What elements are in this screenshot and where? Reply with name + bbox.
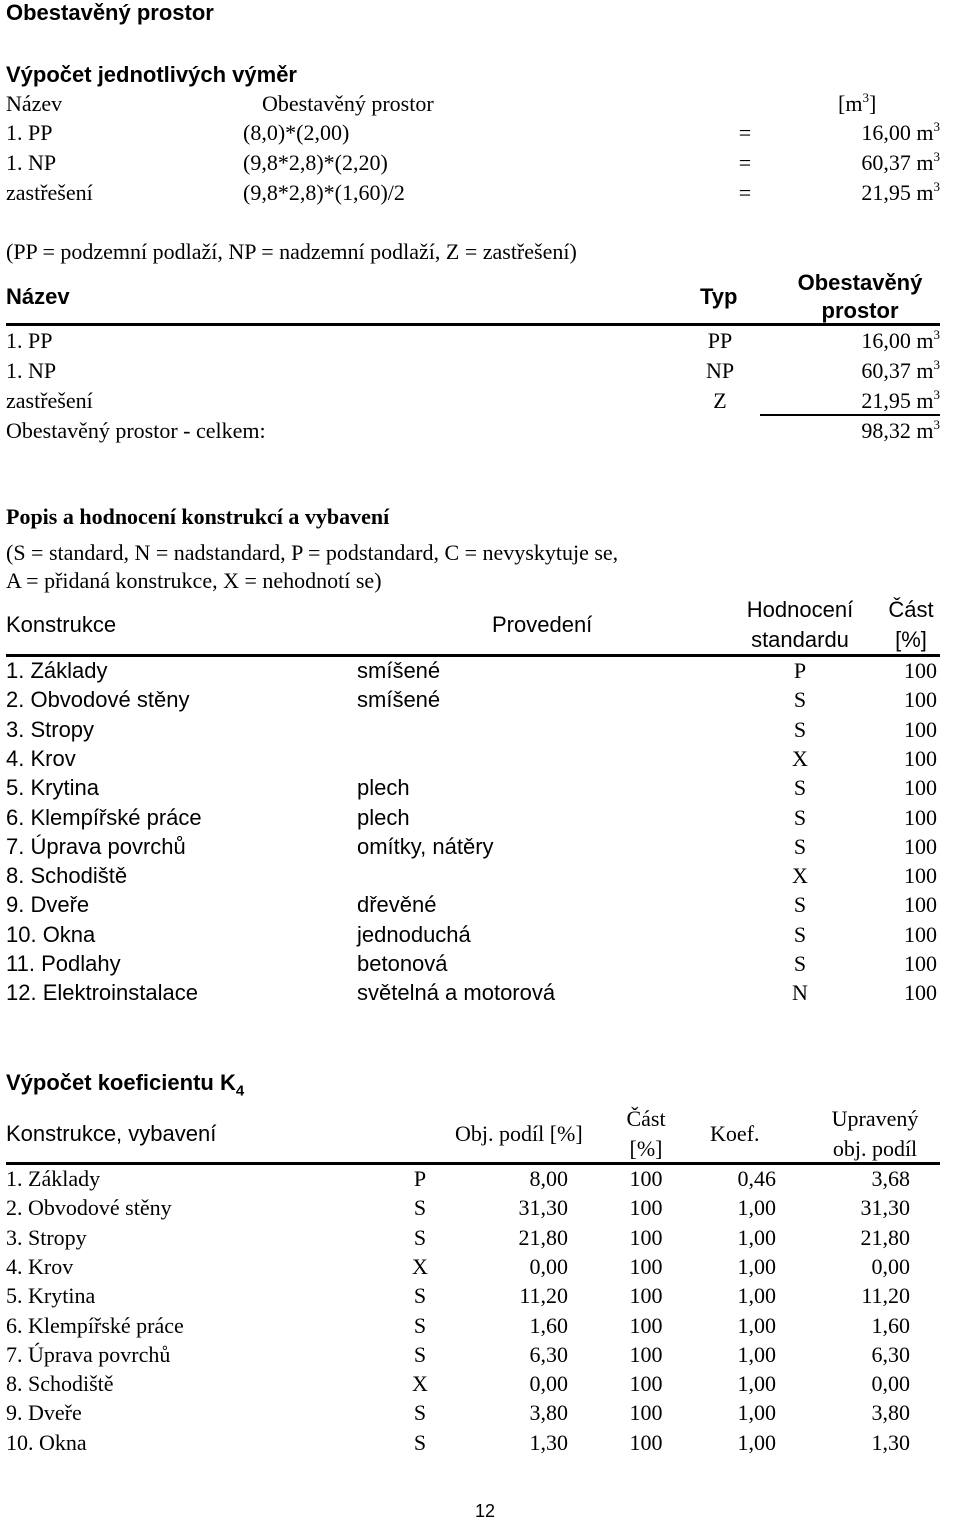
coef-row-koef: 1,00 [737, 1253, 776, 1279]
construction-row-share: 100 [904, 980, 937, 1006]
constructions-header-rating-1: Hodnocení [746, 597, 854, 622]
coef-row-koef: 1,00 [737, 1429, 776, 1455]
coef-row-part: 100 [629, 1429, 663, 1455]
coef-header-koef: Koef. [710, 1121, 760, 1146]
coef-row-part: 100 [629, 1371, 663, 1397]
coef-row-rating: X [412, 1371, 428, 1397]
construction-row-execution: smíšené [357, 687, 441, 713]
coef-row-koef: 1,00 [737, 1283, 776, 1309]
coef-row-name: 6. Klempířské práce [6, 1312, 184, 1338]
coef-row-share: 11,20 [519, 1283, 568, 1309]
coef-row-adjusted: 6,30 [871, 1341, 910, 1367]
legend-floors: (PP = podzemní podlaží, NP = nadzemní podlaží, Z = zastřešení) [6, 239, 577, 264]
coef-row-part: 100 [629, 1195, 663, 1221]
construction-row-rating: N [792, 980, 808, 1006]
coef-row-part: 100 [629, 1312, 663, 1338]
coef-row-adjusted: 0,00 [871, 1253, 910, 1279]
page-title: Obestavěný prostor [6, 0, 214, 25]
coef-row-rating: S [413, 1312, 427, 1338]
construction-row-rating: S [793, 921, 807, 947]
construction-row-name: 4. Krov [6, 745, 76, 771]
coef-row-koef: 0,46 [737, 1166, 776, 1191]
coef-row-share: 3,80 [529, 1400, 568, 1426]
summary-row-value: 21,95 $m^3$ [861, 387, 940, 413]
construction-row-rating: S [793, 892, 807, 918]
construction-row-name: 11. Podlahy [6, 951, 121, 976]
coef-row-rating: P [413, 1166, 427, 1191]
constructions-header-rule [6, 654, 940, 657]
constructions-legend-2: A = přidaná konstrukce, X = nehodnotí se) [6, 568, 382, 593]
construction-row-share: 100 [904, 658, 937, 683]
constructions-legend-1: (S = standard, N = nadstandard, P = podstandard, C = nevyskytuje se, [6, 540, 619, 565]
summary-row-name: 1. NP [6, 358, 57, 383]
page-number: 12 [474, 1501, 496, 1521]
construction-row-rating: X [792, 863, 808, 889]
coef-row-adjusted: 1,60 [871, 1312, 910, 1338]
coef-row-name: 3. Stropy [6, 1224, 87, 1250]
coef-heading: Výpočet koeficientu $K_4$ [6, 1070, 245, 1100]
coef-row-koef: 1,00 [737, 1341, 776, 1367]
coef-row-name: 7. Úprava povrchů [6, 1341, 171, 1367]
coef-row-name: 5. Krytina [6, 1283, 96, 1309]
calc-row-formula: (9,8*2,8)*(2,20) [243, 150, 388, 175]
coef-row-share: 0,00 [529, 1253, 568, 1279]
summary-total-label: Obestavěný prostor - celkem: [6, 418, 266, 443]
calc-row-formula: (8,0)*(2,00) [243, 120, 350, 145]
construction-row-name: 8. Schodiště [6, 863, 128, 889]
calc-row-equals: = [738, 180, 752, 205]
summary-total-value: 98,32 $m^3$ [861, 417, 940, 443]
calc-row-name: 1. NP [6, 150, 57, 175]
coef-row-adjusted: 11,20 [861, 1283, 910, 1309]
calc-row-formula: (9,8*2,8)*(1,60)/2 [243, 180, 405, 205]
constructions-heading: Popis a hodnocení konstrukcí a vybavení [6, 504, 390, 529]
coef-header-part-1: Část [626, 1106, 666, 1131]
construction-row-execution: světelná a motorová [357, 980, 556, 1006]
construction-row-share: 100 [904, 892, 937, 918]
coef-row-rating: S [413, 1400, 427, 1426]
coef-row-name: 10. Okna [6, 1429, 87, 1455]
coef-header-adjusted-2: obj. podíl [832, 1136, 918, 1161]
coef-row-rating: S [413, 1283, 427, 1309]
construction-row-rating: P [793, 658, 807, 683]
summary-row-name: 1. PP [6, 328, 53, 353]
coef-row-share: 31,30 [518, 1195, 568, 1221]
calc-row-equals: = [738, 150, 752, 175]
construction-row-share: 100 [904, 863, 937, 889]
construction-row-execution: smíšené [357, 658, 441, 683]
coef-row-koef: 1,00 [737, 1224, 776, 1250]
coef-row-share: 1,60 [529, 1312, 568, 1338]
summary-header-space-1: Obestavěný [797, 270, 923, 295]
construction-row-name: 1. Základy [6, 658, 108, 683]
calc-row-value: 16,00 $m^3$ [861, 119, 940, 145]
coef-row-rating: S [413, 1429, 427, 1455]
coef-row-part: 100 [629, 1253, 663, 1279]
construction-row-share: 100 [904, 687, 937, 713]
summary-header-type: Typ [700, 284, 738, 309]
construction-row-share: 100 [904, 775, 937, 801]
constructions-header-construction: Konstrukce [6, 612, 117, 637]
summary-row-type: Z [713, 388, 727, 413]
constructions-header-execution: Provedení [492, 612, 593, 637]
constructions-header-rating-2: standardu [751, 627, 849, 652]
construction-row-execution: dřevěné [357, 892, 437, 918]
construction-row-rating: S [793, 804, 807, 830]
construction-row-name: 6. Klempířské práce [6, 804, 202, 830]
construction-row-share: 100 [904, 833, 937, 859]
coef-row-adjusted: 1,30 [871, 1429, 910, 1455]
construction-row-rating: X [792, 745, 808, 771]
construction-row-execution: jednoduchá [357, 921, 471, 947]
coef-row-name: 2. Obvodové stěny [6, 1195, 172, 1221]
construction-row-execution: betonová [357, 951, 448, 976]
coef-header-rule [6, 1162, 940, 1165]
coef-row-koef: 1,00 [737, 1400, 776, 1426]
construction-row-share: 100 [904, 745, 937, 771]
coef-row-rating: S [413, 1341, 427, 1367]
construction-row-rating: S [793, 716, 807, 742]
construction-row-execution: plech [357, 804, 410, 830]
calc-row-name: zastřešení [6, 180, 93, 205]
coef-row-rating: S [413, 1195, 427, 1221]
coef-row-rating: X [412, 1253, 428, 1279]
coef-row-name: 8. Schodiště [6, 1371, 114, 1397]
coef-header-share: Obj. podíl [%] [455, 1121, 583, 1146]
summary-total-rule [760, 414, 940, 416]
calc-header-unit: $[m^3]$ [838, 90, 877, 116]
coef-row-name: 9. Dveře [6, 1400, 82, 1426]
coef-row-name: 4. Krov [6, 1253, 74, 1279]
summary-row-value: 60,37 $m^3$ [861, 357, 940, 383]
coef-row-adjusted: 31,30 [860, 1195, 910, 1221]
coef-row-part: 100 [629, 1400, 663, 1426]
coef-row-part: 100 [629, 1283, 663, 1309]
calc-heading: Výpočet jednotlivých výměr [6, 62, 297, 87]
coef-row-share: 21,80 [518, 1224, 568, 1250]
calc-row-equals: = [738, 120, 752, 145]
summary-header-rule [6, 323, 940, 326]
constructions-header-share-2: [%] [895, 627, 927, 652]
construction-row-share: 100 [904, 951, 937, 976]
coef-header-adjusted-1: Upravený [831, 1106, 919, 1131]
calc-row-value: 21,95 $m^3$ [861, 179, 940, 205]
construction-row-name: 10. Okna [6, 921, 96, 947]
coef-row-share: 1,30 [529, 1429, 568, 1455]
construction-row-execution: plech [357, 775, 410, 801]
summary-row-value: 16,00 $m^3$ [861, 327, 940, 353]
construction-row-share: 100 [904, 716, 937, 742]
construction-row-name: 7. Úprava povrchů [6, 833, 186, 859]
calc-header-name: Název [6, 91, 63, 116]
construction-row-rating: S [793, 775, 807, 801]
construction-row-execution: omítky, nátěry [357, 833, 494, 859]
summary-header-space-2: prostor [821, 298, 899, 323]
coef-row-adjusted: 0,00 [871, 1371, 910, 1397]
coef-row-share: 8,00 [529, 1166, 568, 1191]
coef-row-share: 0,00 [529, 1371, 568, 1397]
coef-row-koef: 1,00 [737, 1371, 776, 1397]
summary-header-name: Název [6, 284, 70, 309]
summary-row-type: PP [707, 328, 733, 353]
coef-header-part-2: [%] [629, 1136, 663, 1161]
construction-row-name: 3. Stropy [6, 716, 95, 742]
construction-row-rating: S [793, 687, 807, 713]
construction-row-name: 12. Elektroinstalace [6, 980, 198, 1006]
coef-row-name: 1. Základy [6, 1166, 101, 1191]
coef-row-part: 100 [629, 1341, 663, 1367]
coef-row-koef: 1,00 [737, 1195, 776, 1221]
construction-row-rating: S [793, 951, 807, 976]
construction-row-name: 9. Dveře [6, 892, 90, 918]
coef-row-part: 100 [629, 1224, 663, 1250]
calc-header-formula: Obestavěný prostor [262, 91, 434, 116]
coef-row-share: 6,30 [529, 1341, 568, 1367]
coef-row-koef: 1,00 [737, 1312, 776, 1338]
construction-row-share: 100 [904, 804, 937, 830]
coef-row-part: 100 [629, 1166, 663, 1191]
coef-row-adjusted: 3,80 [871, 1400, 910, 1426]
summary-row-type: NP [705, 358, 735, 383]
summary-row-name: zastřešení [6, 388, 93, 413]
calc-row-name: 1. PP [6, 120, 53, 145]
coef-row-rating: S [413, 1224, 427, 1250]
constructions-header-share-1: Část [888, 597, 934, 622]
coef-header-construction: Konstrukce, vybavení [6, 1121, 217, 1146]
construction-row-share: 100 [904, 921, 937, 947]
coef-row-adjusted: 21,80 [860, 1224, 910, 1250]
construction-row-rating: S [793, 833, 807, 859]
calc-row-value: 60,37 $m^3$ [861, 149, 940, 175]
coef-row-adjusted: 3,68 [871, 1166, 910, 1191]
construction-row-name: 2. Obvodové stěny [6, 687, 190, 713]
construction-row-name: 5. Krytina [6, 775, 99, 801]
